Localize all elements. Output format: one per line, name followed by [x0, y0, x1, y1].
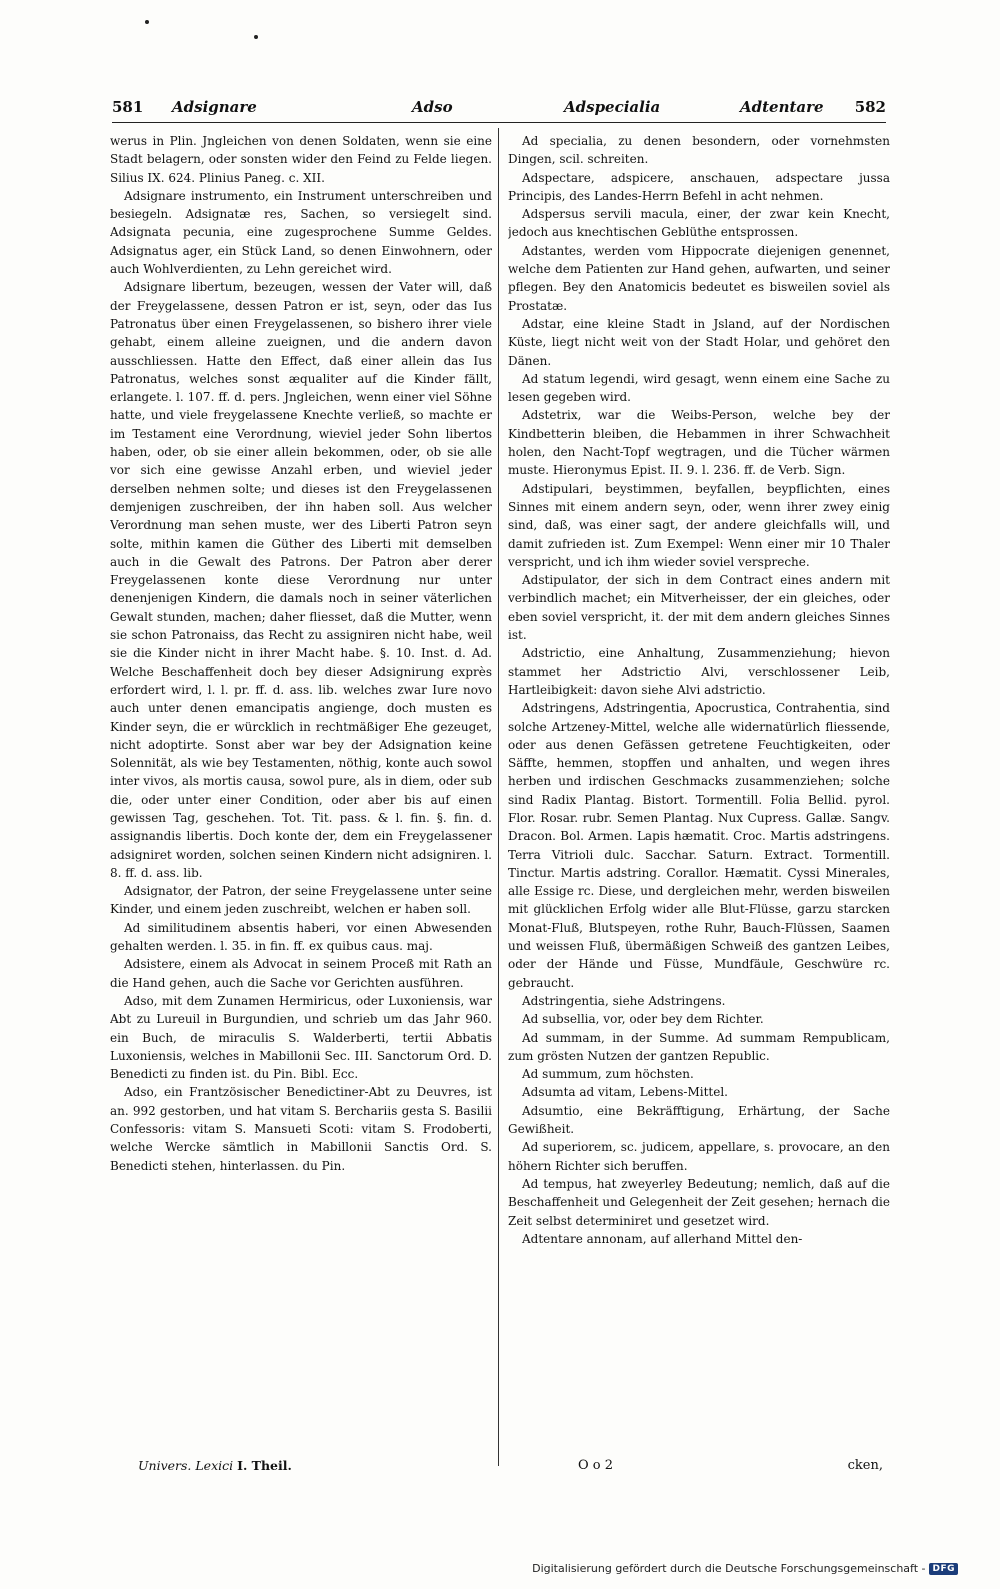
entry: Adsumtio, eine Bekräfftigung, Erhärtung, der Sache Gewißheit.: [508, 1103, 890, 1137]
entry: Adstipulari, beystimmen, beyfallen, beypflichten, eines Sinnes mit einem andern seyn, oder, wenn ihrer zwey einig sind, daß, was einer sagt, der andere gleichfalls will, und damit zufrieden ist. Zum Exempel: Wenn einer mir 10 Thaler verspricht, und ich ihm wieder soviel verspreche.: [508, 481, 890, 569]
scan-speck: [145, 20, 149, 24]
entry: Adsignator, der Patron, der seine Freygelassene unter seine Kinder, und einem jeden zuschreibt, welchen er haben soll.: [110, 884, 492, 917]
entry: Adsistere, einem als Advocat in seinem Proceß mit Rath an die Hand gehen, auch die Sache vor Gerichten ausführen.: [110, 957, 492, 990]
entry: Adso, ein Frantzösischer Benedictiner-Abt zu Deuvres, ist an. 992 gestorben, und hat vitam S. Berchariis gesta S. Basilii Confessoris: vitam S. Mansueti Scoti: vitam S. Frodoberti, welche Wercke sämtlich in Mabillonii Sanctis Ord. S. Benedicti stehen, hinterlassen. du Pin.: [110, 1085, 492, 1173]
entry: Adstetrix, war die Weibs-Person, welche bey der Kindbetterin bleiben, die Hebammen in ihrer Schwachheit holen, den Nacht-Topf wegtragen, und die Tücher wärmen muste. Hieronymus Epist. II. 9. l. 236. ff. de Verb. Sign.: [508, 408, 890, 478]
entry: Adstringentia, siehe Adstringens.: [522, 993, 726, 1008]
entry: Adstipulator, der sich in dem Contract eines andern mit verbindlich machet; ein Mitverheisser, der ein gleiches, oder eben soviel verspricht, it. der mit dem andern gleiches Sinnes ist.: [508, 573, 890, 643]
entry: Ad similitudinem absentis haberi, vor einen Abwesenden gehalten werden. l. 35. in fin. ff. ex quibus caus. maj.: [110, 920, 492, 954]
signature-text: Univers. Lexici: [138, 1458, 234, 1473]
entry: Adspectare, adspicere, anschauen, adspectare jussa Principis, des Landes-Herrn Befehl in acht nehmen.: [508, 170, 890, 203]
entry: werus in Plin. Jngleichen von denen Soldaten, wenn sie eine Stadt belagern, oder sonsten wider den Feind zu Felde liegen. Silius IX. 624. Plinius Paneg. c. XII.: [110, 134, 492, 185]
header-keyword-2: Adso: [412, 98, 453, 116]
header-keyword-4: Adtentare: [740, 98, 824, 116]
entry: Adstrictio, eine Anhaltung, Zusammenziehung; hievon stammet her Adstrictio Alvi, verschlossener Leib, Hartleibigkeit: davon siehe Alvi adstrictio.: [508, 646, 890, 697]
entry: Ad tempus, hat zweyerley Bedeutung; nemlich, daß auf die Beschaffenheit und Gelegenheit der Zeit gesehen; hernach die Zeit selbst determiniret und gesetzet wird.: [508, 1176, 890, 1228]
page-number-right: 582: [854, 98, 886, 116]
catchword: cken,: [847, 1458, 883, 1473]
scan-speck: [254, 35, 258, 39]
dfg-logo-icon: DFG: [929, 1563, 958, 1575]
entry: Adstringens, Adstringentia, Apocrustica, Contrahentia, sind solche Artzeney-Mittel, welche alle widernatürlich fliessende, oder aus denen Gefässen getretene Feuchtigkeiten, oder Säffte, hemmen, stopffen und anhalten, und wegen ihres herben und irdischen Geschmacks zusammenziehen; solche sind Radix Plantag. Bistort. Tormentill. Folia Bellid. pyrol. Flor. Rosar. rubr. Semen Plantag. Nux Cupress. Gallæ. Sangv. Dracon. Bol. Armen. Lapis hæmatit. Croc. Martis adstringens. Terra Vitrioli dulc. Sacchar. Saturn. Extract. Tormentill. Tinctur. Martis adstring. Corallor. Hæmatit. Cyssi Minerales, alle Essige rc. Diese, und dergleichen mehr, werden bisweilen mit glücklichen Erfolg wider alle Blut-Flüsse, garzu starcken Monat-Fluß, Blutspeyen, rothe Ruhr, Bauch-Flüssen, Saamen und weissen Fluß, übermäßigen Schweiß des gantzen Leibes, oder der Hände und Füsse, Mundfäule, Geschwüre rc. gebraucht.: [508, 701, 890, 990]
entry: Ad superiorem, sc. judicem, appellare, s. provocare, an den höhern Richter sich beruffen.: [508, 1140, 890, 1173]
digitization-credit: [532, 1562, 958, 1575]
entry: Ad summum, zum höchsten.: [522, 1067, 694, 1082]
entry: Adstar, eine kleine Stadt in Jsland, auf der Nordischen Küste, liegt nicht weit von der Stadt Holar, und gehöret den Dänen.: [508, 316, 890, 368]
entry: Adso, mit dem Zunamen Hermiricus, oder Luxoniensis, war Abt zu Lureuil in Burgundien, und schrieb um das Jahr 960. ein Buch, de miraculis S. Walderberti, tertii Abbatis Luxoniensis, welches in Mabillonii Sec. III. Sanctorum Ord. D. Benedicti zu finden ist. du Pin. Bibl. Ecc.: [110, 993, 492, 1082]
entry: Adsumta ad vitam, Lebens-Mittel.: [522, 1085, 728, 1100]
right-column: [508, 132, 890, 1468]
header-keyword-1: Adsignare: [172, 98, 257, 116]
page-header: [112, 96, 886, 123]
entry: Ad statum legendi, wird gesagt, wenn einem eine Sache zu lesen gegeben wird.: [508, 371, 890, 405]
entry: Adspersus servili macula, einer, der zwar kein Knecht, jedoch aus knechtischen Geblüthe entsprossen.: [508, 207, 890, 240]
credit-text: Digitalisierung gefördert durch die Deutsche Forschungsgemeinschaft -: [532, 1562, 926, 1575]
entry: Ad summam, in der Summe. Ad summam Rempublicam, zum grösten Nutzen der gantzen Republic.: [508, 1030, 890, 1063]
entry: Adsignare libertum, bezeugen, wessen der Vater will, daß der Freygelassene, dessen Patron er ist, seyn, oder das Ius Patronatus über einen Freygelassenen, so bishero ihrer viele gehabt, einem alleine zueignen, und die andern davon ausschliessen. Hatte den Effect, daß einer allein das Ius Patronatus, welches sonst æqualiter auf die Kinder fällt, erlangete. l. 107. ff. d. pers. Jngleichen, wenn einer viel Söhne hatte, und viele freygelassene Knechte verließ, so machte er im Testament eine Verordnung, wieviel jeder Sohn libertos haben, oder, ob sie einer allein bekommen, oder, ob sie alle vor sich eine gewisse Anzahl erben, und wieviel jeder derselben nehmen solte; und dieses ist den Freygelassenen demjenigen zuschreiben, der ihn haben soll. Aus welcher Verordnung man sehen muste, wer des Liberti Patron seyn solte, mithin kamen die Güther des Liberti mit demselben auch in die Gewalt des Patrons. Der Patron aber derer Freygelassenen konte diese Verordnung nur unter denenjenigen Kindern, die damals noch in seiner väterlichen Gewalt stunden, machen; daher fliesset, daß die Mutter, wenn sie schon Patronaiss, das Recht zu assigniren nicht habe, weil sie die Kinder nicht in ihrer Macht habe. §. 10. Inst. d. Ad. Welche Beschaffenheit doch bey dieser Adsignirung exprès erfordert wird, l. l. pr. ff. d. ass. lib. welches zwar Iure novo auch unter denen emancipatis angienge, doch musten es Kinder seyn, die er würcklich in rechtmäßiger Ehe gezeuget, nicht adoptirte. Sonst aber war bey der Adsignation keine Solennität, als wie bey Testamenten, nöthig, konte auch sowol inter vivos, als mortis causa, sowol pure, als in diem, oder sub die, oder unter einer Condition, oder aber bis auf einen gewissen Tag, geschehen. Tot. Tit. pass. & l. fin. §. fin. d. assignandis libertis. Doch konte der, dem ein Freygelassener adsigniret worden, solchen seinen Kindern nicht adsigniren. l. 8. ff. d. ass. lib.: [110, 280, 492, 880]
entry: Adstantes, werden vom Hippocrate diejenigen genennet, welche dem Patienten zur Hand gehen, aufwarten, und seiner pflegen. Bey den Anatomicis bedeutet es bisweilen soviel als Prostatæ.: [508, 243, 890, 313]
entry: Ad subsellia, vor, oder bey dem Richter.: [522, 1012, 764, 1027]
entry: Ad specialia, zu denen besondern, oder vornehmsten Dingen, scil. schreiten.: [508, 134, 890, 167]
left-column: [110, 132, 492, 1468]
page-number-left: 581: [112, 98, 144, 116]
volume-label: I. Theil.: [237, 1458, 292, 1473]
header-keyword-3: Adspecialia: [564, 98, 661, 116]
footer-signature: [138, 1458, 292, 1473]
sheet-mark: O o 2: [578, 1458, 614, 1473]
column-divider: [498, 128, 499, 1466]
entry: Adtentare annonam, auf allerhand Mittel den-: [522, 1231, 803, 1246]
entry: Adsignare instrumento, ein Instrument unterschreiben und besiegeln. Adsignatæ res, Sachen, so versiegelt sind. Adsignata pecunia, eine zugesprochene Summe Geldes. Adsignatus ager, ein Stück Land, so denen Einwohnern, oder auch Wohlverdienten, zu Lehn gereichet wird.: [110, 188, 492, 277]
